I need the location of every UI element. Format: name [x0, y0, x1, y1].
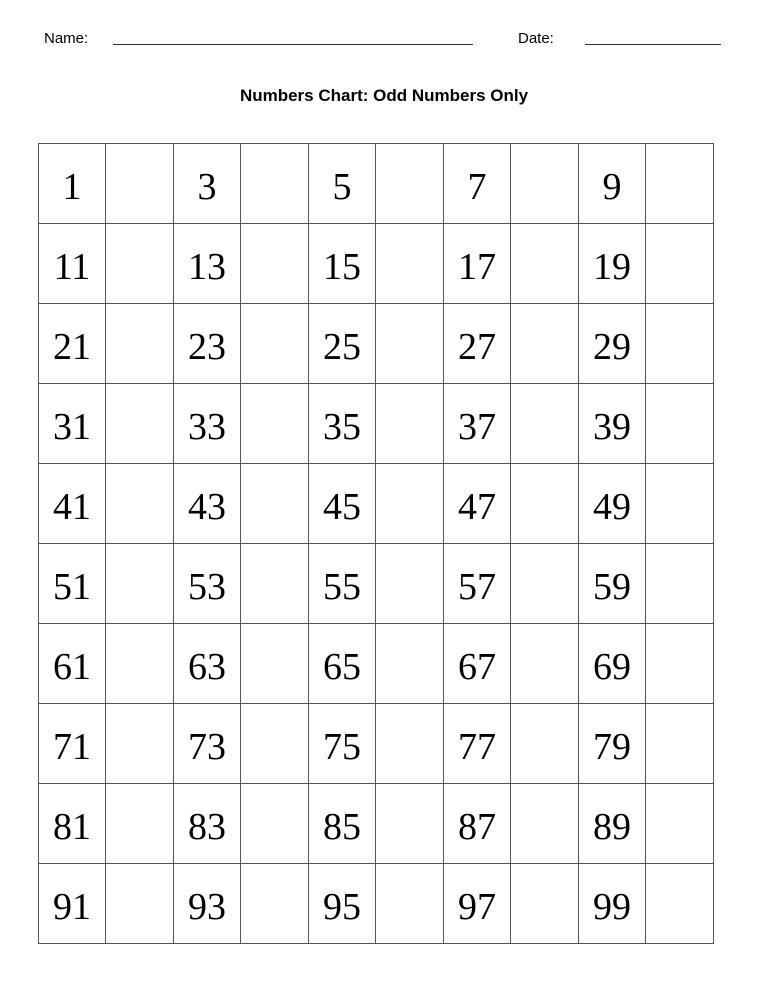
blank-cell: [376, 464, 444, 544]
blank-cell: [241, 464, 309, 544]
number-cell: 19: [579, 224, 646, 304]
number-cell: 81: [39, 784, 106, 864]
blank-cell: [376, 384, 444, 464]
number-cell: 25: [309, 304, 376, 384]
number-cell: 45: [309, 464, 376, 544]
blank-cell: [376, 144, 444, 224]
numbers-chart: [38, 143, 714, 944]
blank-cell: [241, 784, 309, 864]
number-cell: 15: [309, 224, 376, 304]
number-cell: 13: [174, 224, 241, 304]
number-cell: 3: [174, 144, 241, 224]
blank-cell: [241, 304, 309, 384]
number-cell: 61: [39, 624, 106, 704]
chart-row: [39, 624, 714, 704]
blank-cell: [646, 304, 714, 384]
blank-cell: [646, 144, 714, 224]
blank-cell: [646, 704, 714, 784]
number-cell: 83: [174, 784, 241, 864]
blank-cell: [241, 704, 309, 784]
number-cell: 75: [309, 704, 376, 784]
page-title: Numbers Chart: Odd Numbers Only: [239, 86, 529, 105]
name-label: Name:: [44, 30, 89, 47]
blank-cell: [646, 544, 714, 624]
number-cell: 31: [39, 384, 106, 464]
number-cell: 55: [309, 544, 376, 624]
blank-cell: [241, 864, 309, 944]
number-cell: 77: [444, 704, 511, 784]
blank-cell: [106, 384, 174, 464]
number-cell: 73: [174, 704, 241, 784]
number-cell: 93: [174, 864, 241, 944]
number-cell: 59: [579, 544, 646, 624]
number-cell: 7: [444, 144, 511, 224]
number-cell: 39: [579, 384, 646, 464]
number-cell: 41: [39, 464, 106, 544]
blank-cell: [376, 304, 444, 384]
blank-cell: [376, 704, 444, 784]
number-cell: 21: [39, 304, 106, 384]
blank-cell: [106, 144, 174, 224]
number-cell: 23: [174, 304, 241, 384]
chart-row: [39, 464, 714, 544]
blank-cell: [646, 464, 714, 544]
number-cell: 87: [444, 784, 511, 864]
blank-cell: [376, 224, 444, 304]
number-cell: 11: [39, 224, 106, 304]
chart-row: [39, 224, 714, 304]
date-label: Date:: [518, 30, 554, 47]
number-cell: 85: [309, 784, 376, 864]
blank-cell: [241, 144, 309, 224]
number-cell: 99: [579, 864, 646, 944]
number-cell: 71: [39, 704, 106, 784]
number-cell: 95: [309, 864, 376, 944]
blank-cell: [106, 624, 174, 704]
blank-cell: [511, 624, 579, 704]
number-cell: 9: [579, 144, 646, 224]
blank-cell: [106, 304, 174, 384]
blank-cell: [646, 384, 714, 464]
chart-row: [39, 304, 714, 384]
blank-cell: [646, 864, 714, 944]
blank-cell: [376, 864, 444, 944]
number-cell: 35: [309, 384, 376, 464]
number-cell: 89: [579, 784, 646, 864]
blank-cell: [511, 384, 579, 464]
blank-cell: [511, 864, 579, 944]
number-cell: 37: [444, 384, 511, 464]
date-line: [585, 44, 721, 45]
blank-cell: [511, 784, 579, 864]
blank-cell: [241, 624, 309, 704]
blank-cell: [511, 224, 579, 304]
number-cell: 67: [444, 624, 511, 704]
blank-cell: [646, 784, 714, 864]
chart-row: [39, 704, 714, 784]
blank-cell: [106, 544, 174, 624]
blank-cell: [646, 224, 714, 304]
blank-cell: [241, 384, 309, 464]
number-cell: 5: [309, 144, 376, 224]
number-cell: 27: [444, 304, 511, 384]
blank-cell: [511, 704, 579, 784]
number-cell: 47: [444, 464, 511, 544]
number-cell: 63: [174, 624, 241, 704]
chart-row: [39, 384, 714, 464]
number-cell: 53: [174, 544, 241, 624]
blank-cell: [106, 864, 174, 944]
chart-row: [39, 784, 714, 864]
number-cell: 49: [579, 464, 646, 544]
number-cell: 51: [39, 544, 106, 624]
chart-row: [39, 144, 714, 224]
number-cell: 97: [444, 864, 511, 944]
blank-cell: [106, 464, 174, 544]
blank-cell: [511, 304, 579, 384]
blank-cell: [511, 544, 579, 624]
number-cell: 33: [174, 384, 241, 464]
blank-cell: [511, 464, 579, 544]
number-cell: 29: [579, 304, 646, 384]
name-line: [113, 44, 473, 45]
number-cell: 43: [174, 464, 241, 544]
number-cell: 17: [444, 224, 511, 304]
number-cell: 69: [579, 624, 646, 704]
number-cell: 65: [309, 624, 376, 704]
blank-cell: [376, 784, 444, 864]
blank-cell: [106, 784, 174, 864]
blank-cell: [376, 544, 444, 624]
blank-cell: [106, 224, 174, 304]
blank-cell: [511, 144, 579, 224]
chart-row: [39, 864, 714, 944]
blank-cell: [376, 624, 444, 704]
number-cell: 1: [39, 144, 106, 224]
number-cell: 57: [444, 544, 511, 624]
blank-cell: [241, 224, 309, 304]
number-cell: 79: [579, 704, 646, 784]
blank-cell: [241, 544, 309, 624]
blank-cell: [106, 704, 174, 784]
blank-cell: [646, 624, 714, 704]
number-cell: 91: [39, 864, 106, 944]
chart-row: [39, 544, 714, 624]
